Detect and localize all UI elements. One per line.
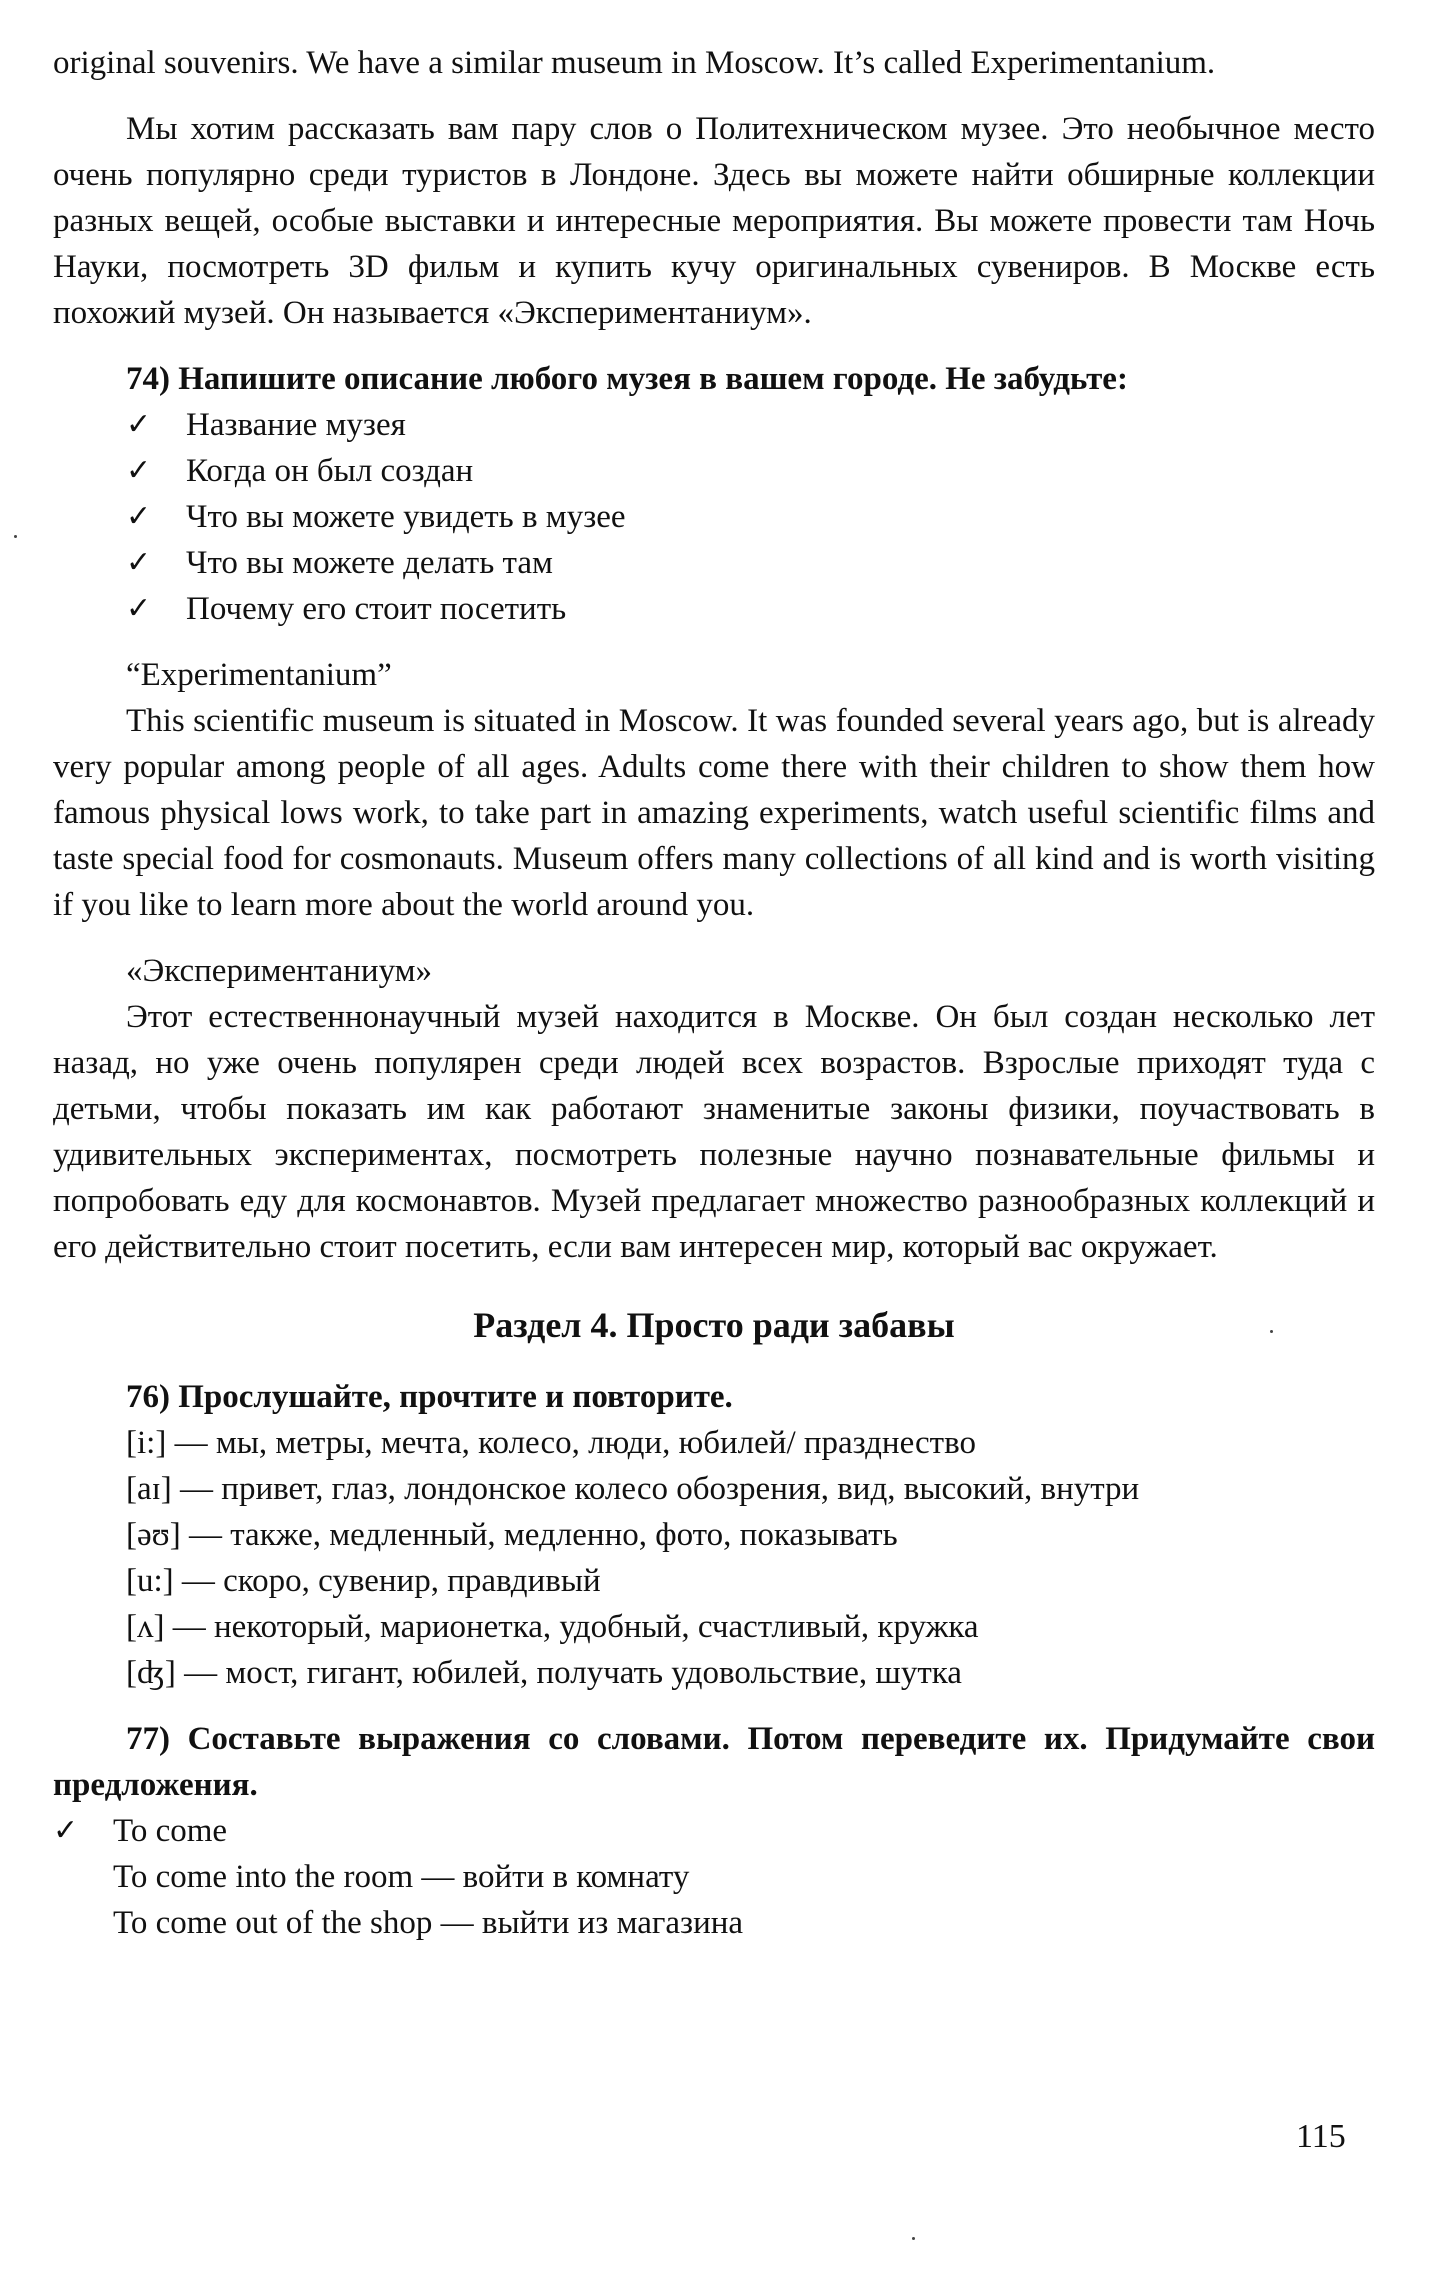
task-77 (53, 1716, 1375, 1946)
checklist-item: ✓ To come (53, 1808, 1375, 1854)
task-74-checklist (53, 402, 1375, 632)
russian-essay-text: Этот естественнонаучный музей находится в Москве. Он был создан несколько лет назад, но уже очень популярен среди людей всех возрастов. Взрослые приходят туда с детьми, чтобы показать им как работают знаменитые законы физики, поучаствовать в удивительных экспериментах, посмотреть полезные научно познавательные фильмы и попробовать еду для космонавтов. Музей предлагает множество разнообразных коллекций и его действительно стоит посетить, если вам интересен мир, который вас окружает. (53, 999, 1375, 1265)
scan-speck (1270, 1330, 1273, 1333)
checkmark-icon: ✓ (126, 500, 152, 533)
example-phrase: To come into the room — войти в комнату (113, 1859, 690, 1895)
continuation-russian: Мы хотим рассказать вам пару слов о Политехническом музее. Это необычное место очень популярно среди туристов в Лондоне. Здесь вы можете найти обширные коллекции разных вещей, особые выставки и интересные мероприятия. Вы можете провести там Ночь Науки, посмотреть 3D фильм и купить кучу оригинальных сувениров. В Москве есть похожий музей. Он называется «Экспериментаниум». (53, 111, 1375, 331)
task-77-heading: 77) Составьте выражения со словами. Потом переведите их. Придумайте свои предложения. (53, 1721, 1375, 1803)
task-74-heading: 74) Напишите описание любого музея в вашем городе. Не забудьте: (126, 361, 1128, 397)
checkmark-icon: ✓ (126, 546, 152, 579)
task-77-checklist (53, 1808, 1375, 1854)
scan-speck (912, 2237, 915, 2240)
checklist-item: ✓ Что вы можете делать там (126, 540, 1375, 586)
phonetic-line: [ʤ] — мост, гигант, юбилей, получать удовольствие, шутка (126, 1655, 962, 1691)
checklist-item: ✓ Когда он был создан (126, 448, 1375, 494)
checkmark-icon: ✓ (126, 592, 152, 625)
phonetic-line: [aɪ] — привет, глаз, лондонское колесо обозрения, вид, высокий, внутри (126, 1471, 1140, 1507)
page-number: 115 (1296, 2118, 1346, 2155)
phonetic-line: [i:] — мы, метры, мечта, колесо, люди, юбилей/ празднество (126, 1425, 976, 1461)
checklist-item: ✓ Почему его стоит посетить (126, 586, 1375, 632)
english-essay-title: “Experimentanium” (126, 657, 392, 693)
section-title: Раздел 4. Просто ради забавы (473, 1305, 955, 1345)
checklist-item: ✓ Что вы можете увидеть в музее (126, 494, 1375, 540)
task-76 (53, 1374, 1375, 1696)
russian-essay-title: «Экспериментаниум» (126, 953, 433, 989)
phonetic-line: [əʊ] — также, медленный, медленно, фото, показывать (126, 1517, 898, 1553)
scan-speck (14, 535, 17, 538)
phonetic-line: [u:] — скоро, сувенир, правдивый (126, 1563, 601, 1599)
example-phrase: To come out of the shop — выйти из магазина (113, 1905, 744, 1941)
checkmark-icon: ✓ (126, 454, 152, 487)
continuation-english: original souvenirs. We have a similar museum in Moscow. It’s called Experimentanium. (53, 45, 1216, 81)
task-74 (53, 356, 1375, 1270)
phonetic-line: [ʌ] — некоторый, марионетка, удобный, счастливый, кружка (126, 1609, 979, 1645)
checklist-item: ✓ Название музея (126, 402, 1375, 448)
checkmark-icon: ✓ (126, 408, 152, 441)
english-essay-text: This scientific museum is situated in Moscow. It was founded several years ago, but is already very popular among people of all ages. Adults come there with their children to show them how famous physical lows work, to take part in amazing experiments, watch useful scientific films and taste special food for cosmonauts. Museum offers many collections of all kind and is worth visiting if you like to learn more about the world around you. (53, 703, 1375, 923)
checkmark-icon: ✓ (53, 1814, 79, 1847)
task-76-heading: 76) Прослушайте, прочтите и повторите. (126, 1379, 733, 1415)
textbook-page (53, 40, 1375, 1946)
